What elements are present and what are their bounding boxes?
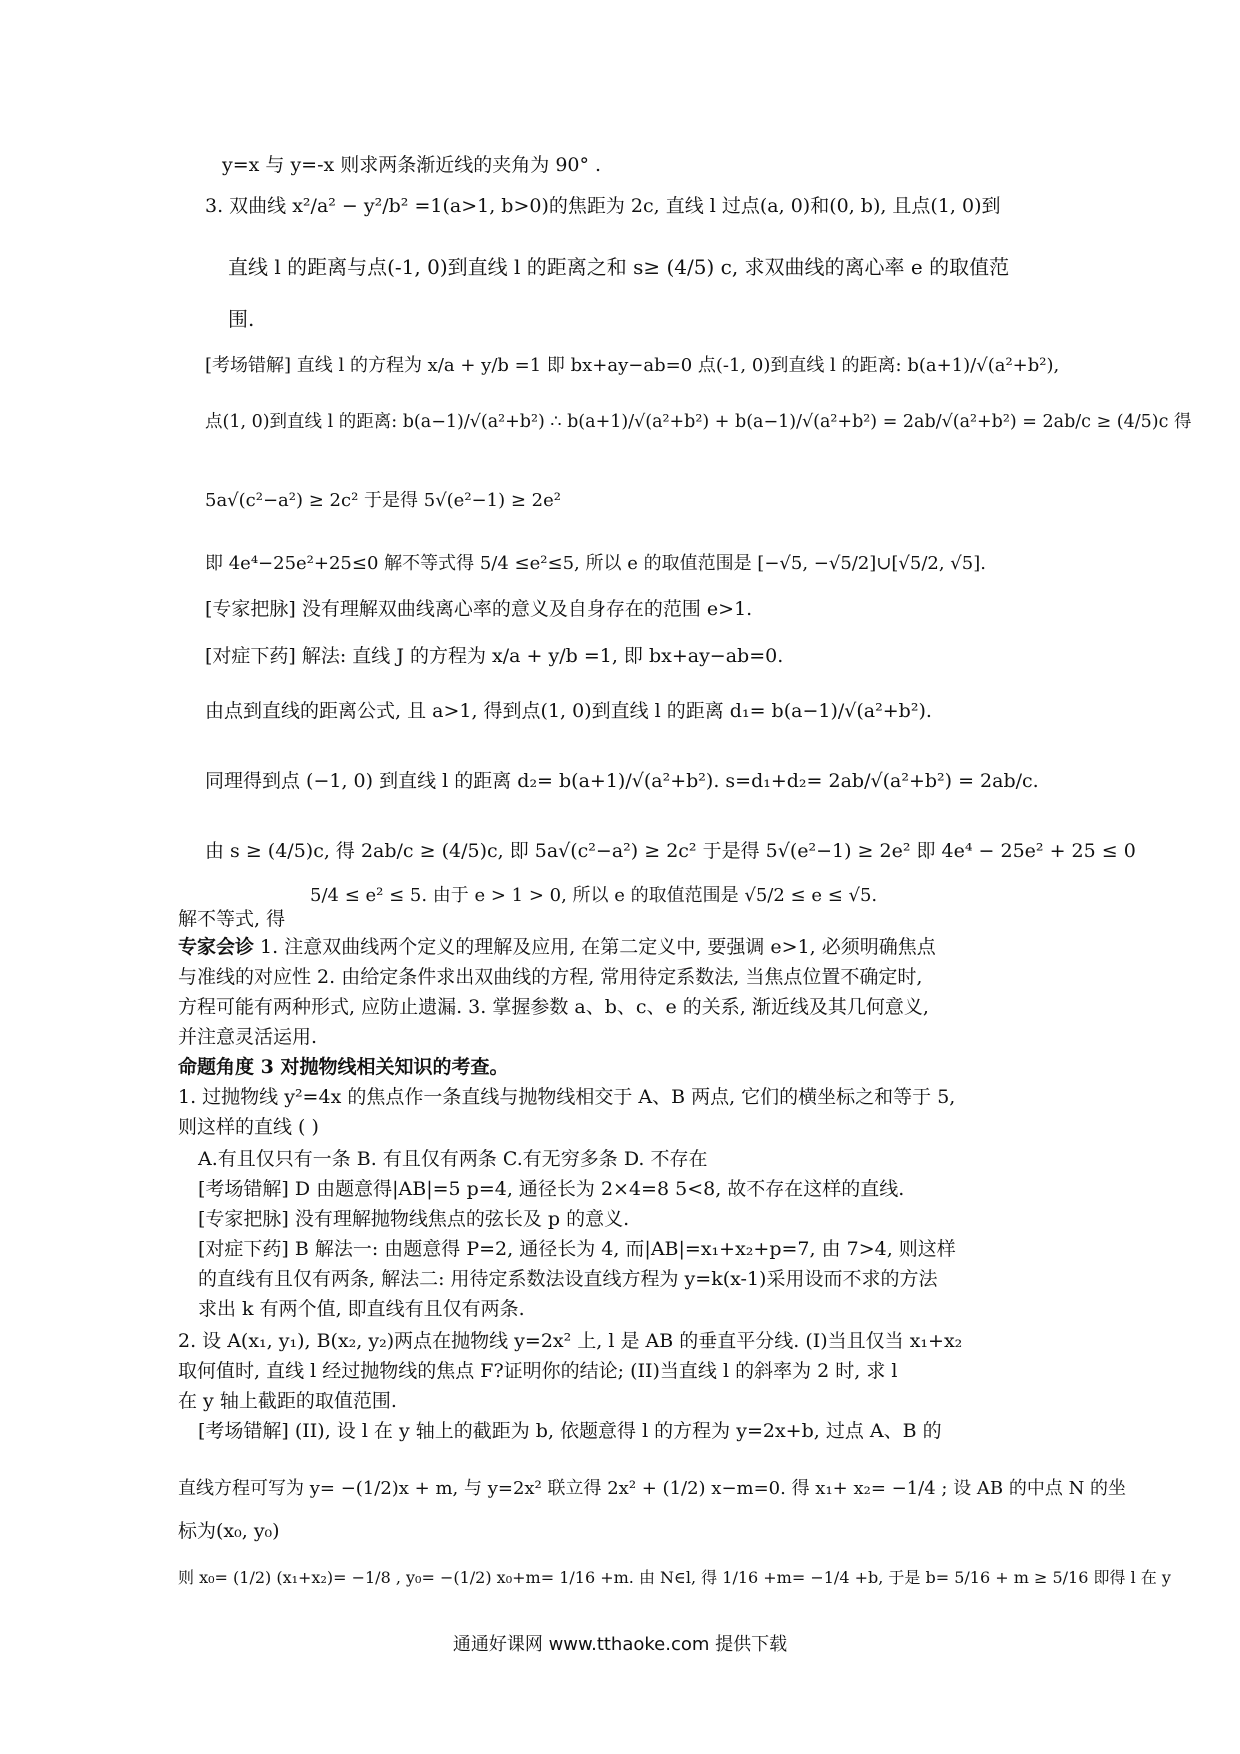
expert-pulse-1: [专家把脉] 没有理解双曲线离心率的意义及自身存在的范围 e>1. [205,598,753,620]
problem-2-line-2: 取何值时, 直线 l 经过抛物线的焦点 F?证明你的结论; (II)当直线 l 的斜率为 2 时, 求 l [178,1360,898,1382]
solve-inequality-label: 解不等式, 得 [178,908,286,930]
problem-1-correct-line-3: 求出 k 有两个值, 即直线有且仅有两条. [198,1298,525,1320]
wrong-solution-line-2: 点(1, 0)到直线 l 的距离: b(a−1)/√(a²+b²) ∴ b(a+1)/√(a²+b²) + b(a−1)/√(a²+b²) = 2ab/√(a²+b²) = 2ab/c ≥ (4/5)c 得 [205,412,1192,432]
wrong-solution-line-1: [考场错解] 直线 l 的方程为 x/a + y/b =1 即 bx+ay−ab=0 点(-1, 0)到直线 l 的距离: b(a+1)/√(a²+b²), [205,355,1060,376]
correct-solution-line-2: 由点到直线的距离公式, 且 a>1, 得到点(1, 0)到直线 l 的距离 d₁= b(a−1)/√(a²+b²). [205,700,932,722]
section-heading: 命题角度 3 对抛物线相关知识的考查。 [178,1056,509,1078]
problem-1-wrong-solution: [考场错解] D 由题意得|AB|=5 p=4, 通径长为 2×4=8 5<8, 故不存在这样的直线. [198,1178,905,1200]
problem-1-line-2: 则这样的直线 ( ) [178,1116,319,1138]
problem-2-wrong-line-2: 直线方程可写为 y= −(1/2)x + m, 与 y=2x² 联立得 2x² + (1/2) x−m=0. 得 x₁+ x₂= −1/4 ; 设 AB 的中点 N 的坐 [178,1478,1127,1499]
problem-1-correct-line-2: 的直线有且仅有两条, 解法二: 用待定系数法设直线方程为 y=k(x-1)采用设而不求的方法 [198,1268,938,1290]
expert-consultation-line-1 [178,936,936,960]
wrong-solution-line-3: 5a√(c²−a²) ≥ 2c² 于是得 5√(e²−1) ≥ 2e² [205,490,561,511]
problem-3-line-2: 直线 l 的距离与点(-1, 0)到直线 l 的距离之和 s≥ (4/5) c, 求双曲线的离心率 e 的取值范 [228,255,1010,279]
text-line-1: y=x 与 y=-x 则求两条渐近线的夹角为 90° . [222,154,602,176]
correct-solution-line-5: 5/4 ≤ e² ≤ 5. 由于 e > 1 > 0, 所以 e 的取值范围是 √5/2 ≤ e ≤ √5. [310,885,878,906]
problem-2-wrong-line-3: 标为(x₀, y₀) [178,1520,280,1542]
expert-consultation-line-3: 方程可能有两种形式, 应防止遗漏. 3. 掌握参数 a、b、c、e 的关系, 渐近线及其几何意义, [178,996,929,1018]
problem-1-options: A.有且仅只有一条 B. 有且仅有两条 C.有无穷多条 D. 不存在 [198,1148,708,1170]
expert-consultation-line-2: 与准线的对应性 2. 由给定条件求出双曲线的方程, 常用待定系数法, 当焦点位置不确定时, [178,966,923,988]
problem-3-line-1: 3. 双曲线 x²/a² − y²/b² =1(a>1, b>0)的焦距为 2c, 直线 l 过点(a, 0)和(0, b), 且点(1, 0)到 [205,195,1001,217]
problem-2-wrong-line-4: 则 x₀= (1/2) (x₁+x₂)= −1/8 , y₀= −(1/2) x₀+m= 1/16 +m. 由 N∈l, 得 1/16 +m= −1/4 +b, 于是 b= 5/16 + m ≥ 5/16 即得 l 在 y [178,1568,1171,1587]
problem-2-wrong-line-1: [考场错解] (II), 设 l 在 y 轴上的截距为 b, 依题意得 l 的方程为 y=2x+b, 过点 A、B 的 [198,1420,942,1442]
expert-consultation-title: 专家会诊 [178,936,255,958]
problem-2-line-1: 2. 设 A(x₁, y₁), B(x₂, y₂)两点在抛物线 y=2x² 上, l 是 AB 的垂直平分线. (I)当且仅当 x₁+x₂ [178,1330,963,1352]
expert-consultation-line-4: 并注意灵活运用. [178,1026,318,1048]
expert-consultation-text: 1. 注意双曲线两个定义的理解及应用, 在第二定义中, 要强调 e>1, 必须明确焦点 [254,936,936,958]
problem-2-line-3: 在 y 轴上截距的取值范围. [178,1390,397,1412]
problem-1-line-1: 1. 过抛物线 y²=4x 的焦点作一条直线与抛物线相交于 A、B 两点, 它们的横坐标之和等于 5, [178,1086,956,1108]
page-footer: 通通好课网 www.tthaoke.com 提供下载 [452,1634,788,1655]
wrong-solution-line-4: 即 4e⁴−25e²+25≤0 解不等式得 5/4 ≤e²≤5, 所以 e 的取值范围是 [−√5, −√5/2]∪[√5/2, √5]. [205,553,986,574]
correct-solution-line-1: [对症下药] 解法: 直线 J 的方程为 x/a + y/b =1, 即 bx+ay−ab=0. [205,645,784,667]
problem-1-expert-pulse: [专家把脉] 没有理解抛物线焦点的弦长及 p 的意义. [198,1208,630,1230]
problem-1-correct-line-1: [对症下药] B 解法一: 由题意得 P=2, 通径长为 4, 而|AB|=x₁+x₂+p=7, 由 7>4, 则这样 [198,1238,956,1260]
problem-3-line-3: 围. [228,307,255,331]
correct-solution-line-4: 由 s ≥ (4/5)c, 得 2ab/c ≥ (4/5)c, 即 5a√(c²−a²) ≥ 2c² 于是得 5√(e²−1) ≥ 2e² 即 4e⁴ − 25e² + 25 ≤ 0 [205,840,1136,862]
correct-solution-line-3: 同理得到点 (−1, 0) 到直线 l 的距离 d₂= b(a+1)/√(a²+b²). s=d₁+d₂= 2ab/√(a²+b²) = 2ab/c. [205,770,1039,792]
